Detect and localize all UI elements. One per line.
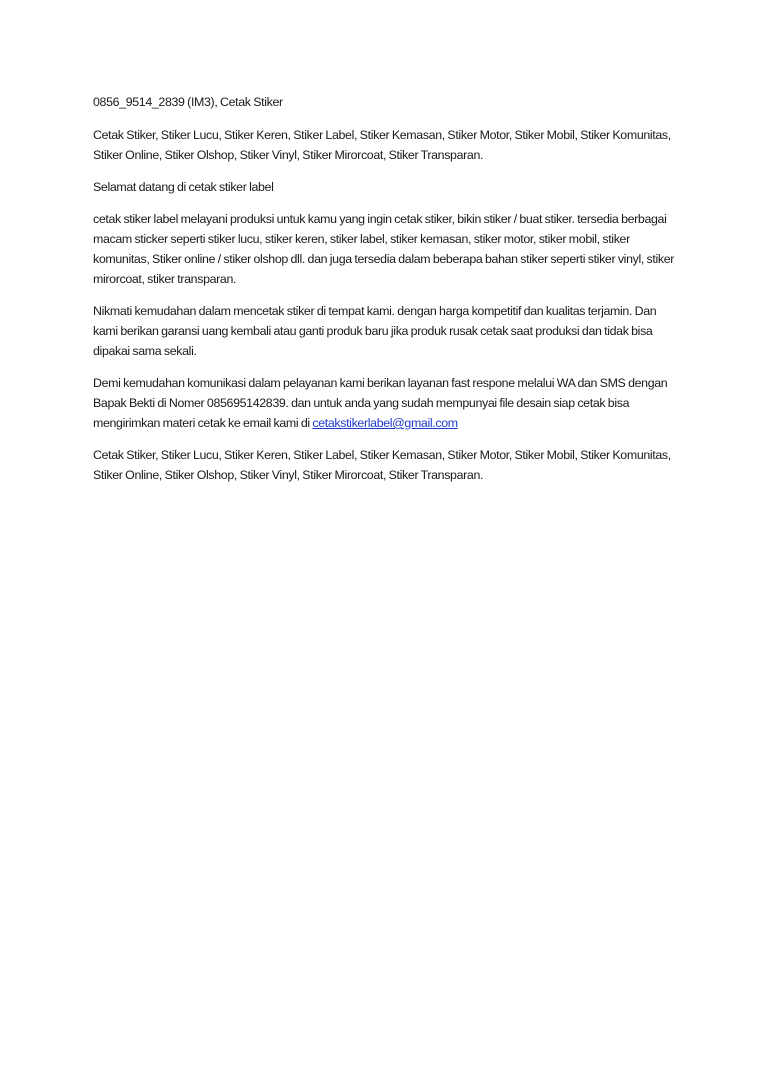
document-body (93, 92, 683, 497)
guarantee-paragraph: Nikmati kemudahan dalam mencetak stiker di tempat kami. dengan harga kompetitif dan kualitas terjamin. Dan kami berikan garansi uang kembali atau ganti produk baru jika produk rusak cetak saat produksi dan tidak bisa dipakai sama sekali. (93, 304, 657, 358)
email-link[interactable]: cetakstikerlabel@gmail.com (312, 416, 458, 430)
keywords-paragraph-bottom: Cetak Stiker, Stiker Lucu, Stiker Keren, Stiker Label, Stiker Kemasan, Stiker Motor, Stiker Mobil, Stiker Komunitas, Stiker Online, Stiker Olshop, Stiker Vinyl, Stiker Mirorcoat, Stiker Transparan. (93, 448, 671, 482)
contact-text: Demi kemudahan komunikasi dalam pelayanan kami berikan layanan fast respone melalui WA dan SMS dengan Bapak Bekti di Nomer 085695142839. dan untuk anda yang sudah mempunyai file desain siap cetak bisa mengirimkan materi cetak ke email kami di (93, 376, 668, 430)
document-heading: 0856_9514_2839 (IM3), Cetak Stiker (93, 95, 283, 109)
keywords-paragraph-top: Cetak Stiker, Stiker Lucu, Stiker Keren, Stiker Label, Stiker Kemasan, Stiker Motor, Stiker Mobil, Stiker Komunitas, Stiker Online, Stiker Olshop, Stiker Vinyl, Stiker Mirorcoat, Stiker Transparan. (93, 128, 671, 162)
contact-paragraph (93, 373, 683, 433)
welcome-paragraph: Selamat datang di cetak stiker label (93, 180, 274, 194)
intro-paragraph: cetak stiker label melayani produksi untuk kamu yang ingin cetak stiker, bikin stiker / buat stiker. tersedia berbagai macam sticker seperti stiker lucu, stiker keren, stiker label, stiker kemasan, stiker motor, stiker mobil, stiker komunitas, Stiker online / stiker olshop dll. dan juga tersedia dalam beberapa bahan stiker seperti stiker vinyl, stiker mirorcoat, stiker transparan. (93, 212, 675, 286)
